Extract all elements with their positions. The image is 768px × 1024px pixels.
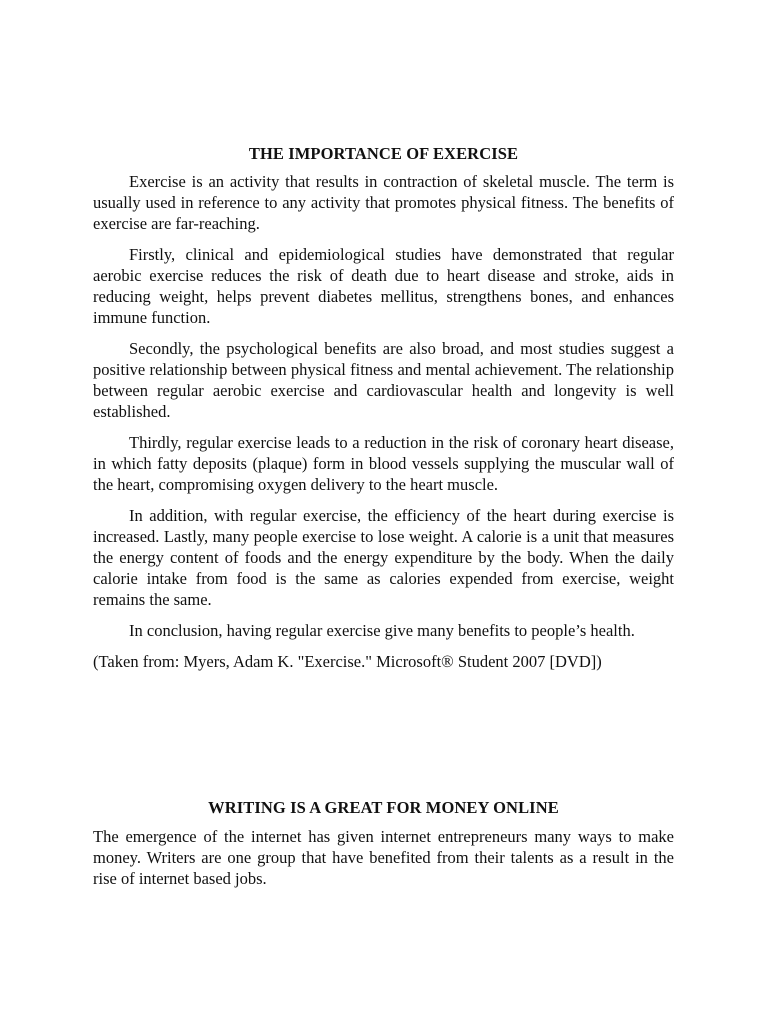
section-title: WRITING IS A GREAT FOR MONEY ONLINE [208, 798, 559, 817]
paragraph-writing-intro: The emergence of the internet has given internet entrepreneurs many ways to make money. Writers are one group that have benefited from their talents as a result in the rise of internet based jobs. [93, 827, 674, 888]
paragraph-thirdly: Thirdly, regular exercise leads to a reduction in the risk of coronary heart disease, in which fatty deposits (plaque) form in blood vessels supplying the muscular wall of the heart, compromising oxygen delivery to the heart muscle. [93, 433, 674, 494]
paragraph-in-addition: In addition, with regular exercise, the efficiency of the heart during exercise is increased. Lastly, many people exercise to lose weight. A calorie is a unit that measures the energy content of foods and the energy expenditure by the body. When the daily calorie intake from food is the same as calories expended from exercise, weight remains the same. [93, 506, 674, 609]
paragraph-firstly: Firstly, clinical and epidemiological studies have demonstrated that regular aerobic exercise reduces the risk of death due to heart disease and stroke, aids in reducing weight, helps prevent diabetes mellitus, strengthens bones, and enhances immune function. [93, 245, 674, 327]
document-section-writing [93, 798, 674, 899]
paragraph-conclusion: In conclusion, having regular exercise give many benefits to people’s health. [129, 621, 635, 640]
citation: (Taken from: Myers, Adam K. "Exercise." Microsoft® Student 2007 [DVD]) [93, 652, 602, 671]
document-section-exercise [93, 144, 674, 682]
paragraph-secondly: Secondly, the psychological benefits are also broad, and most studies suggest a positive relationship between physical fitness and mental achievement. The relationship between regular aerobic exercise and cardiovascular health and longevity is well established. [93, 339, 674, 421]
section-title: THE IMPORTANCE OF EXERCISE [248, 144, 519, 163]
paragraph-intro: Exercise is an activity that results in contraction of skeletal muscle. The term is usually used in reference to any activity that promotes physical fitness. The benefits of exercise are far-reaching. [93, 172, 674, 233]
